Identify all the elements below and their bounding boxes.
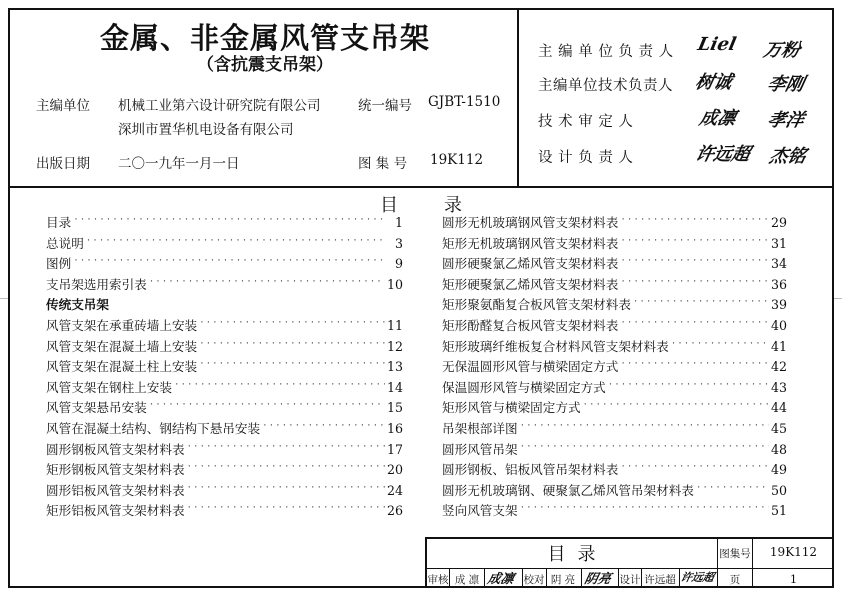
toc-entry-page: 13 [386, 359, 403, 375]
editor-label: 主编单位 [36, 98, 90, 114]
signature-chief-tech-1: 树诚 [693, 72, 734, 93]
toc-entry [442, 295, 787, 315]
toc-entry-label: 无保温圆形风管与横梁固定方式 [442, 359, 619, 375]
toc-leader-dots [199, 358, 385, 378]
reviewer-signature: 成凛 [485, 572, 516, 587]
signature-chief-unit-2: 万粉 [761, 40, 802, 61]
toc-leader-dots [696, 482, 769, 502]
toc-entry-label: 总说明 [46, 235, 84, 251]
toc-entry-page: 43 [770, 379, 787, 395]
toc-entry-label: 圆形风管吊架 [442, 441, 518, 457]
signature-chief-tech-2: 李刚 [765, 74, 806, 95]
checker-name: 阴 亮 [550, 574, 576, 586]
toc-entry-page: 9 [394, 256, 403, 272]
toc-entry [442, 254, 787, 274]
toc-entry [46, 357, 403, 377]
toc-leader-dots [149, 276, 385, 296]
tb-sep-4 [546, 568, 547, 588]
code-value: GJBT-1510 [428, 94, 501, 110]
toc-entry-label: 矩形无机玻璃钢风管支架材料表 [442, 235, 619, 251]
toc-leader-dots [187, 482, 385, 502]
titleblock-atlas-label: 图集号 [719, 548, 751, 560]
toc-entry [46, 440, 403, 460]
toc-leader-dots [149, 399, 385, 419]
toc-leader-dots [520, 420, 769, 440]
toc-entry [442, 398, 787, 418]
toc-entry [46, 254, 403, 274]
toc-entry-label: 圆形铝板风管支架材料表 [46, 482, 185, 498]
header-bottom-rule [8, 186, 834, 188]
margin-guide-right [834, 298, 842, 299]
toc-entry [442, 357, 787, 377]
toc-entry [442, 275, 787, 295]
titleblock-name-char-1: 目 [547, 544, 566, 565]
atlas-title: 金属、非金属风管支吊架 [99, 21, 430, 55]
toc-leader-dots [608, 379, 769, 399]
toc-entry [442, 419, 787, 439]
tb-sep-5 [581, 568, 582, 588]
toc-leader-dots [73, 214, 387, 234]
toc-entry [442, 234, 787, 254]
titleblock-atlas-value: 19K112 [769, 545, 818, 559]
toc-entry-page: 15 [386, 400, 403, 416]
toc-entry-page: 34 [770, 256, 787, 272]
toc-entry-label: 矩形铝板风管支架材料表 [46, 503, 185, 519]
toc-entry-page: 51 [770, 503, 787, 519]
toc-entry-page: 39 [770, 297, 787, 313]
toc-entry-label: 图例 [46, 256, 72, 272]
page-value: 1 [789, 572, 798, 586]
toc-entry-label: 传统支吊架 [46, 297, 109, 313]
toc-entry [46, 234, 403, 254]
toc-entry-label: 风管支架在承重砖墙上安装 [46, 318, 198, 333]
toc-leader-dots [520, 441, 769, 461]
titleblock-name-char-2: 录 [577, 544, 596, 565]
toc-entry-label: 风管支架悬吊安装 [46, 400, 147, 416]
toc-entry [442, 213, 787, 233]
toc-entry-page: 14 [386, 379, 403, 395]
toc-leader-dots [620, 255, 769, 275]
toc-entry-page: 48 [770, 441, 787, 457]
toc-leader-dots [520, 502, 769, 522]
toc-entry-page: 36 [770, 276, 787, 292]
toc-leader-dots [620, 317, 769, 337]
toc-entry-label: 保温圆形风管与横梁固定方式 [442, 379, 606, 395]
atlas-subtitle: （含抗震支吊架） [197, 55, 333, 75]
toc-entry-label: 吊架根部详图 [442, 421, 518, 436]
toc-entry-label: 圆形钢板、铝板风管吊架材料表 [442, 462, 619, 478]
toc-entry [442, 337, 787, 357]
toc-entry-label: 矩形硬聚氯乙烯风管支架材料表 [442, 276, 619, 292]
page-label: 页 [729, 574, 741, 586]
toc-entry [442, 378, 787, 398]
toc-entry-page: 26 [386, 503, 403, 519]
signature-chief-unit-1: Liel [695, 34, 739, 55]
toc-entry-page: 16 [386, 421, 403, 436]
toc-entry [46, 213, 403, 233]
tb-sep-7 [641, 568, 642, 588]
toc-entry [442, 501, 787, 521]
toc-entry-label: 风管支架在钢柱上安装 [46, 379, 172, 395]
toc-section-heading [46, 295, 403, 315]
toc-entry-label: 矩形玻璃纤维板复合材料风管支架材料表 [442, 338, 669, 354]
toc-leader-dots [620, 358, 769, 378]
checker-signature: 阴亮 [582, 572, 613, 587]
toc-entry-label: 风管支架在混凝土墙上安装 [46, 338, 198, 354]
toc-entry-page: 24 [386, 482, 403, 498]
toc-entry-label: 圆形钢板风管支架材料表 [46, 441, 185, 457]
toc-entry-label: 圆形无机玻璃钢风管支架材料表 [442, 215, 619, 230]
toc-entry [442, 481, 787, 501]
titleblock-top-rule [425, 537, 834, 539]
toc-entry-page: 20 [386, 462, 403, 478]
toc-leader-dots [633, 296, 769, 316]
editor-unit-2: 深圳市置华机电设备有限公司 [118, 122, 294, 138]
designer-signature: 许远超 [679, 571, 716, 584]
toc-entry-page: 10 [386, 276, 403, 292]
signature-design-lead-1: 许远超 [693, 144, 752, 165]
check-label: 校对 [523, 574, 545, 586]
atlas-no-label: 图 集 号 [358, 156, 408, 172]
toc-entry-page: 40 [770, 318, 787, 333]
toc-entry-page: 42 [770, 359, 787, 375]
margin-guide-left [0, 298, 8, 299]
toc-entry [46, 275, 403, 295]
tb-sep-6 [618, 568, 619, 588]
toc-entry [46, 501, 403, 521]
toc-leader-dots [620, 276, 769, 296]
toc-leader-dots [671, 338, 769, 358]
toc-entry [46, 337, 403, 357]
toc-entry [442, 460, 787, 480]
reviewer-name: 成 凛 [454, 574, 480, 586]
toc-entry-page: 12 [386, 338, 403, 354]
toc-leader-dots [187, 441, 385, 461]
toc-entry-label: 矩形钢板风管支架材料表 [46, 462, 185, 478]
signature-tech-review-1: 成凛 [697, 108, 738, 129]
role-chief-unit: 主 编 单 位 负 责 人 [538, 44, 674, 60]
toc-heading-char-1: 目 [380, 195, 398, 216]
toc-leader-dots [620, 461, 769, 481]
toc-leader-dots [199, 338, 385, 358]
toc-leader-dots [262, 420, 385, 440]
toc-leader-dots [187, 461, 385, 481]
toc-entry [46, 398, 403, 418]
toc-entry-label: 矩形聚氨酯复合板风管支架材料表 [442, 297, 631, 313]
toc-entry-page: 17 [386, 441, 403, 457]
titleblock-mid-rule [425, 568, 834, 569]
toc-entry-page: 44 [770, 400, 787, 416]
toc-entry-label: 目录 [46, 215, 72, 230]
toc-entry-label: 矩形酚醛复合板风管支架材料表 [442, 318, 619, 333]
toc-entry-page: 41 [770, 338, 787, 354]
date-label: 出版日期 [36, 156, 90, 172]
toc-leader-dots [187, 502, 385, 522]
signature-design-lead-2: 杰铭 [767, 146, 808, 167]
toc-entry-page: 3 [394, 235, 403, 251]
tb-sep-8 [679, 568, 680, 588]
toc-leader-dots [199, 317, 385, 337]
toc-entry-page: 29 [770, 215, 787, 230]
toc-entry [442, 440, 787, 460]
toc-entry-page: 1 [394, 215, 403, 230]
toc-entry-page: 49 [770, 462, 787, 478]
toc-entry [46, 460, 403, 480]
toc-entry-label: 风管支架在混凝土柱上安装 [46, 359, 198, 375]
role-tech-review: 技 术 审 定 人 [538, 114, 634, 130]
toc-entry [46, 419, 403, 439]
toc-heading-char-2: 录 [444, 195, 462, 216]
tb-sep-3 [522, 568, 523, 588]
toc-leader-dots [583, 399, 769, 419]
toc-leader-dots [73, 255, 387, 275]
editor-unit-1: 机械工业第六设计研究院有限公司 [118, 98, 321, 114]
toc-entry [46, 481, 403, 501]
code-label: 统一编号 [358, 98, 412, 114]
toc-entry-label: 风管在混凝土结构、钢结构下悬吊安装 [46, 421, 261, 436]
date-value: 二〇一九年一月一日 [118, 156, 240, 172]
toc-entry [46, 378, 403, 398]
designer-name: 许远超 [644, 574, 676, 586]
toc-entry-label: 圆形无机玻璃钢、硬聚氯乙烯风管吊架材料表 [442, 482, 694, 498]
toc-entry-page: 45 [770, 421, 787, 436]
review-label: 审核 [427, 574, 449, 586]
toc-leader-dots [620, 235, 769, 255]
atlas-no-value: 19K112 [430, 152, 484, 168]
toc-leader-dots [620, 214, 769, 234]
toc-entry-label: 圆形硬聚氯乙烯风管支架材料表 [442, 256, 619, 272]
toc-entry-label: 竖向风管支架 [442, 503, 518, 519]
role-chief-tech: 主编单位技术负责人 [538, 78, 673, 94]
toc-entry-page: 11 [386, 318, 403, 333]
titleblock-name [426, 540, 717, 566]
toc-entry [46, 316, 403, 336]
tb-sep-1 [449, 568, 450, 588]
signature-tech-review-2: 孝洋 [765, 110, 806, 131]
toc-leader-dots [174, 379, 385, 399]
toc-entry-page: 31 [770, 235, 787, 251]
toc-entry [442, 316, 787, 336]
toc-leader-dots [86, 235, 387, 255]
role-design-lead: 设 计 负 责 人 [538, 150, 634, 166]
toc-entry-label: 支吊架选用索引表 [46, 276, 147, 292]
toc-entry-label: 矩形风管与横梁固定方式 [442, 400, 581, 416]
design-label: 设计 [619, 574, 641, 586]
tb-sep-2 [484, 568, 485, 588]
toc-entry-page: 50 [770, 482, 787, 498]
header-divider [517, 8, 519, 186]
